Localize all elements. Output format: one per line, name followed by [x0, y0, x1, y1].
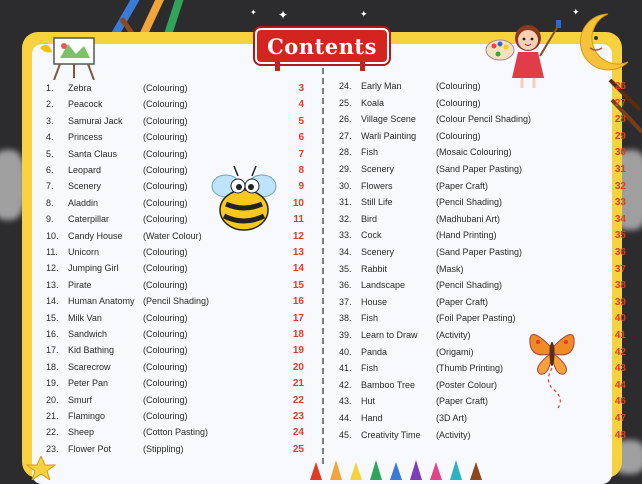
entry-title: Human Anatomy — [68, 296, 135, 307]
entry-number: 32. — [339, 213, 352, 224]
entry-technique: (Colouring) — [143, 378, 188, 389]
entry-title: Bamboo Tree — [361, 379, 416, 390]
entry-technique: (Sand Paper Pasting) — [436, 247, 523, 257]
entry-page-number: 8 — [298, 165, 304, 176]
entry-page-number: 4 — [298, 99, 304, 111]
entry-title: Sandwich — [68, 329, 108, 339]
entry-number: 7. — [46, 181, 54, 192]
entry-technique: (Colouring) — [436, 130, 481, 141]
entry-number: 22. — [46, 427, 59, 438]
entry-page-number: 31 — [614, 164, 626, 175]
entry-title: Flower Pot — [68, 443, 112, 454]
entry-technique: (Colouring) — [143, 148, 188, 159]
entry-page-number: 48 — [614, 429, 626, 441]
entry-number: 17. — [46, 345, 59, 356]
entry-technique: (Mask) — [436, 263, 464, 274]
entry-technique: (Colouring) — [143, 115, 188, 126]
entry-title: Warli Painting — [361, 130, 417, 141]
entry-number: 38. — [339, 313, 352, 324]
entry-title: Learn to Draw — [361, 330, 418, 340]
entry-number: 25. — [339, 97, 352, 108]
column-divider — [322, 68, 324, 464]
entry-title: Leopard — [68, 165, 102, 175]
entry-technique: (Thumb Printing) — [436, 363, 504, 374]
entry-technique: (Colouring) — [143, 197, 188, 208]
entry-number: 27. — [339, 130, 352, 141]
entry-number: 16. — [46, 329, 59, 339]
entry-number: 41. — [339, 363, 352, 374]
entry-number: 30. — [339, 180, 352, 191]
entry-technique: (Colouring) — [143, 394, 188, 405]
entry-title: Hut — [361, 396, 376, 407]
entry-technique: (Sand Paper Pasting) — [436, 164, 523, 174]
entry-page-number: 14 — [292, 263, 304, 275]
star-icon: ✦ — [360, 10, 368, 20]
entry-title: Sheep — [68, 427, 95, 438]
entry-title: Fish — [361, 147, 379, 158]
entry-number: 18. — [46, 361, 59, 372]
entry-number: 15. — [46, 312, 59, 323]
entry-technique: (Colouring) — [143, 345, 188, 356]
entry-number: 36. — [339, 280, 352, 291]
entry-title: Scenery — [68, 181, 102, 192]
entry-page-number: 36 — [614, 247, 626, 258]
entry-technique: (Colouring) — [143, 165, 188, 175]
entry-title: House — [361, 296, 388, 307]
entry-technique: (Paper Craft) — [436, 180, 489, 191]
entry-page-number: 11 — [293, 214, 304, 226]
entry-number: 20. — [46, 394, 59, 405]
entry-title: Kid Bathing — [68, 345, 115, 356]
entry-title: Samurai Jack — [68, 115, 123, 126]
entry-title: Landscape — [361, 280, 406, 291]
entry-technique: (Pencil Shading) — [143, 296, 210, 307]
entry-page-number: 42 — [614, 346, 626, 358]
entry-technique: (Colouring) — [143, 247, 188, 257]
entry-technique: (Foil Paper Pasting) — [436, 313, 516, 324]
entry-page-number: 30 — [614, 147, 626, 159]
entry-title: Hand — [361, 413, 383, 423]
entry-technique: (Activity) — [436, 429, 471, 440]
entry-technique: (Colouring) — [143, 329, 188, 339]
entry-title: Peacock — [68, 99, 103, 110]
entry-page-number: 41 — [614, 330, 626, 341]
entry-number: 29. — [339, 164, 352, 174]
entry-title: Scenery — [361, 247, 395, 257]
entry-page-number: 25 — [292, 443, 304, 455]
entry-page-number: 38 — [614, 280, 626, 292]
entry-page-number: 23 — [292, 411, 304, 422]
entry-title: Early Man — [361, 81, 402, 91]
entry-page-number: 34 — [614, 213, 626, 225]
entry-title: Jumping Girl — [68, 263, 119, 274]
page-title: Contents — [255, 28, 389, 64]
banner-post-right — [360, 62, 365, 71]
entry-number: 11. — [46, 247, 58, 257]
entry-title: Princess — [68, 132, 103, 143]
entry-number: 40. — [339, 346, 352, 357]
entry-page-number: 44 — [614, 379, 626, 391]
entry-number: 5. — [46, 148, 54, 159]
entry-page-number: 32 — [614, 180, 626, 192]
entry-technique: (Paper Craft) — [436, 296, 489, 307]
entry-title: Caterpillar — [68, 214, 110, 225]
entry-title: Unicorn — [68, 247, 100, 257]
painter-girl-icon — [484, 16, 572, 90]
entry-title: Still Life — [361, 197, 393, 208]
entry-page-number: 12 — [292, 230, 304, 242]
entry-number: 4. — [46, 132, 54, 143]
entry-technique: (Colouring) — [143, 214, 188, 225]
star-icon: ✦ — [250, 8, 257, 17]
entry-page-number: 21 — [292, 378, 304, 390]
entry-page-number: 24 — [292, 427, 304, 439]
entry-title: Koala — [361, 97, 385, 108]
entry-page-number: 6 — [298, 132, 304, 144]
entry-page-number: 46 — [614, 396, 626, 408]
entry-title: Flowers — [361, 180, 393, 191]
entry-title: Bird — [361, 213, 378, 224]
entry-technique: (Water Colour) — [143, 230, 202, 241]
entry-title: Scarecrow — [68, 361, 111, 372]
entry-title: Smurf — [68, 394, 93, 405]
entry-number: 33. — [339, 230, 352, 241]
entry-number: 13. — [46, 279, 59, 290]
entry-page-number: 7 — [298, 148, 304, 160]
entry-page-number: 33 — [614, 197, 626, 209]
entry-page-number: 27 — [614, 97, 626, 109]
entry-page-number: 40 — [614, 313, 626, 325]
entry-title: Pirate — [68, 279, 92, 290]
entry-number: 8. — [46, 197, 54, 208]
banner-post-left — [275, 62, 280, 71]
star-icon: ✦ — [278, 8, 289, 22]
entry-technique: (Pencil Shading) — [436, 280, 503, 291]
star-icon — [26, 456, 56, 480]
entry-technique: (Colouring) — [436, 81, 481, 91]
entry-title: Fish — [361, 313, 379, 324]
entry-number: 12. — [46, 263, 59, 274]
entry-page-number: 3 — [298, 83, 304, 94]
entry-page-number: 43 — [614, 363, 626, 375]
entry-title: Cock — [361, 230, 382, 241]
entry-number: 3. — [46, 115, 54, 126]
entry-page-number: 10 — [292, 197, 304, 209]
entry-technique: (Mosaic Colouring) — [436, 147, 512, 158]
entry-page-number: 5 — [298, 115, 304, 127]
entry-number: 42. — [339, 379, 352, 390]
entry-technique: (Pencil Shading) — [436, 197, 503, 208]
entry-number: 23. — [46, 443, 59, 454]
entry-title: Candy House — [68, 230, 123, 241]
entry-number: 10. — [46, 230, 59, 241]
entry-technique: (Colouring) — [143, 279, 188, 290]
entry-page-number: 39 — [614, 296, 626, 308]
entry-technique: (Colouring) — [143, 312, 188, 323]
entry-technique: (Colouring) — [143, 361, 188, 372]
entry-technique: (Madhubani Art) — [436, 213, 501, 224]
entry-page-number: 15 — [292, 279, 304, 291]
entry-title: Fish — [361, 363, 379, 374]
entry-number: 34. — [339, 247, 352, 257]
butterfly-icon — [524, 324, 580, 410]
entry-technique: (Colouring) — [143, 411, 188, 421]
entry-number: 6. — [46, 165, 54, 175]
entry-page-number: 22 — [292, 394, 304, 406]
entry-technique: (Colouring) — [143, 181, 188, 192]
entry-page-number: 35 — [614, 230, 626, 242]
entry-technique: (Colouring) — [143, 83, 188, 93]
entry-page-number: 26 — [614, 81, 626, 92]
entry-technique: (Colouring) — [143, 132, 188, 143]
entry-title: Scenery — [361, 164, 395, 174]
entry-technique: (Stippling) — [143, 443, 184, 454]
entry-technique: (Activity) — [436, 330, 471, 340]
entry-title: Milk Van — [68, 312, 102, 323]
entry-number: 28. — [339, 147, 352, 158]
entry-number: 43. — [339, 396, 352, 407]
entry-number: 19. — [46, 378, 59, 389]
entry-title: Aladdin — [68, 197, 99, 208]
bee-icon — [204, 164, 284, 236]
entry-number: 1. — [46, 83, 54, 93]
entry-technique: (Colour Pencil Shading) — [436, 114, 532, 125]
entry-page-number: 37 — [614, 263, 626, 275]
entry-technique: (Colouring) — [143, 99, 188, 110]
entry-title: Santa Claus — [68, 148, 118, 159]
entry-page-number: 18 — [292, 329, 304, 340]
entry-page-number: 20 — [292, 361, 304, 373]
moon-icon — [574, 10, 634, 74]
entry-page-number: 19 — [292, 345, 304, 357]
entry-technique: (Colouring) — [143, 263, 188, 274]
entry-page-number: 16 — [292, 296, 304, 308]
entry-page-number: 13 — [292, 247, 304, 258]
entry-number: 24. — [339, 81, 352, 91]
entry-number: 45. — [339, 429, 352, 440]
entry-number: 31. — [339, 197, 352, 208]
entry-technique: (Hand Printing) — [436, 230, 497, 241]
entry-page-number: 17 — [292, 312, 304, 324]
entry-technique: (Colouring) — [436, 97, 481, 108]
entry-technique: (Poster Colour) — [436, 379, 498, 390]
entry-title: Creativity Time — [361, 429, 421, 440]
star-icon: ✦ — [572, 8, 580, 18]
entry-number: 9. — [46, 214, 54, 225]
entry-technique: (Paper Craft) — [436, 396, 489, 407]
entry-number: 14. — [46, 296, 59, 307]
entry-page-number: 28 — [614, 114, 626, 126]
entry-technique: (Cotton Pasting) — [143, 427, 209, 438]
entry-number: 21. — [46, 411, 59, 421]
entry-page-number: 29 — [614, 130, 626, 142]
entry-page-number: 9 — [298, 181, 304, 193]
entry-number: 2. — [46, 99, 54, 110]
pencils-icon — [300, 458, 490, 480]
entry-page-number: 47 — [614, 413, 626, 424]
entry-title: Village Scene — [361, 114, 416, 125]
entry-number: 26. — [339, 114, 352, 125]
entry-title: Zebra — [68, 83, 92, 93]
entry-title: Panda — [361, 346, 388, 357]
entry-technique: (3D Art) — [436, 413, 468, 423]
entry-title: Flamingo — [68, 411, 106, 421]
entry-number: 37. — [339, 296, 352, 307]
entry-technique: (Origami) — [436, 346, 474, 357]
entry-number: 35. — [339, 263, 352, 274]
entry-title: Peter Pan — [68, 378, 109, 389]
easel-icon — [38, 34, 104, 80]
entry-title: Rabbit — [361, 263, 388, 274]
entry-number: 39. — [339, 330, 352, 340]
entry-number: 44. — [339, 413, 352, 423]
contents-title-banner — [255, 28, 389, 68]
